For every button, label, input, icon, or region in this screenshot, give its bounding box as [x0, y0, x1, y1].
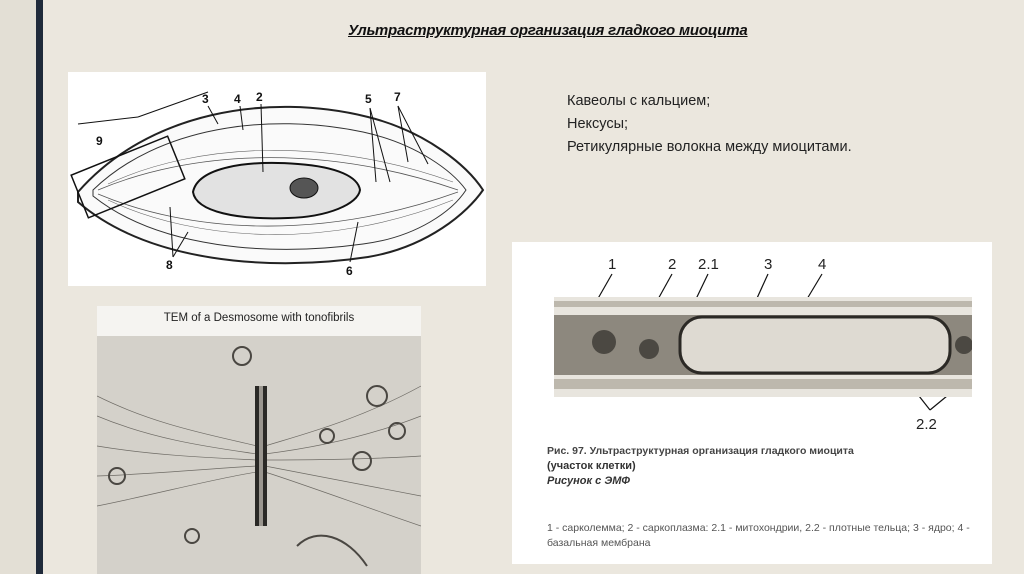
label-9: 9 [96, 134, 103, 148]
bullet-reticular: Ретикулярные волокна между миоцитами. [567, 139, 852, 155]
emf-label-2-2: 2.2 [916, 416, 937, 433]
emf-label-2-1: 2.1 [698, 256, 719, 273]
label-3: 3 [202, 92, 209, 106]
left-margin [0, 0, 36, 574]
myocyte-diagram [68, 72, 486, 286]
figure-caption-sub: (участок клетки) [547, 460, 636, 472]
emf-label-3: 3 [764, 256, 773, 273]
myocyte-diagram-svg [68, 72, 486, 286]
slide-title: Ультраструктурная организация гладкого миоцита [348, 22, 748, 39]
emf-micrograph-svg [554, 297, 972, 397]
bullet-nexus: Нексусы; [567, 116, 629, 132]
label-4: 4 [234, 92, 241, 106]
emf-label-2: 2 [668, 256, 677, 273]
emf-label-4: 4 [818, 256, 827, 273]
figure-caption-heading: Рис. 97. Ультраструктурная организация гладкого миоцита [547, 445, 854, 457]
label-6: 6 [346, 264, 353, 278]
label-2: 2 [256, 90, 263, 104]
figure-caption-source: Рисунок с ЭМФ [547, 475, 630, 487]
tem-desmosome-panel [97, 306, 421, 574]
tem-title: TEM of a Desmosome with tonofibrils [163, 312, 355, 324]
label-7: 7 [394, 90, 401, 104]
nucleus [193, 163, 360, 218]
tem-micrograph [97, 336, 421, 574]
left-accent-bar [36, 0, 43, 574]
emf-panel [512, 242, 992, 564]
emf-micrograph [554, 297, 972, 397]
emf-label-1: 1 [608, 256, 617, 273]
fibre-line [138, 92, 208, 117]
nucleolus [290, 178, 318, 198]
bullet-list [567, 90, 852, 159]
tem-micrograph-svg [97, 336, 421, 574]
figure-legend: 1 - сарколемма; 2 - саркоплазма: 2.1 - митохондрии, 2.2 - плотные тельца; 3 - ядро; 4 - базальная мембрана [547, 522, 970, 549]
emf-nucleus [680, 317, 950, 373]
label-5: 5 [365, 92, 372, 106]
bullet-caveolae: Кавеолы с кальцием; [567, 93, 711, 109]
fibre-line [78, 117, 138, 124]
label-8: 8 [166, 258, 173, 272]
